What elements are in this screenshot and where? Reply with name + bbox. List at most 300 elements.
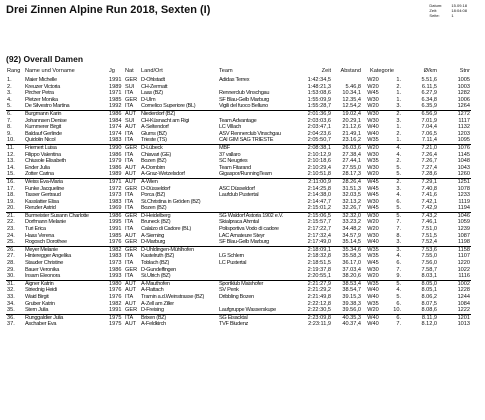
table-row <box>6 301 471 308</box>
cell-stnr: 1116 <box>458 273 471 280</box>
cell-kmh: 7.26,7 <box>421 158 438 165</box>
cell-kategorie-rang: 1. <box>396 77 402 83</box>
cell-stnr: 1239 <box>457 226 471 233</box>
col-kmh: Ø/km <box>423 68 438 74</box>
table-row <box>6 97 471 104</box>
cell-team: Team Advantage <box>219 117 257 124</box>
cell-nat: AUT <box>125 124 137 131</box>
cell-nat: AUT <box>125 300 137 307</box>
cell-kategorie: W40 <box>367 294 379 300</box>
cell-name: Runggaldier Julia <box>24 314 108 321</box>
cell-land: A-Feldkirch <box>141 321 166 328</box>
cell-name: Friemert Luisa <box>24 144 108 151</box>
cell-rang: 22. <box>7 219 15 226</box>
cell-land: Comelico Superiore (BL) <box>141 103 196 110</box>
cell-zeit: 1:55:28,7 <box>307 103 331 110</box>
cell-abstand: 28.26,4 <box>332 178 362 185</box>
cell-kmh: 7.41,6 <box>421 192 438 199</box>
cell-rang: 16. <box>6 178 24 185</box>
cell-kategorie-rang: 7. <box>396 266 402 273</box>
cell-nat: GER <box>124 144 140 151</box>
cell-kmh: 8.05,1 <box>421 287 438 294</box>
table-row <box>6 294 471 301</box>
cell-land: Glurns (BZ) <box>141 130 167 137</box>
cell-nat: ITA <box>125 294 134 300</box>
cell-kategorie-rang: 9. <box>396 273 402 280</box>
cell-kategorie: W35 <box>362 280 384 287</box>
cell-kmh: 7.46,1 <box>421 219 438 226</box>
cell-kategorie: W45 <box>367 185 379 192</box>
cell-kategorie: W35 <box>367 137 379 144</box>
cell-stnr: 1145 <box>457 151 471 158</box>
cell-team: SG Waldorf Astoria 1902 e.V. <box>218 212 296 219</box>
cell-land: A-Sierning <box>141 232 165 239</box>
cell-kmh: 6.56,9 <box>402 110 438 117</box>
cell-kategorie: W20 <box>367 77 379 83</box>
cell-land: CH-Küsnacht am Rigi <box>141 117 190 124</box>
cell-abstand: 27.55,0 <box>342 164 361 171</box>
cell-zeit: 2:10:18,6 <box>307 158 331 165</box>
cell-land: A-Dornbirn <box>141 164 166 171</box>
cell-jg: 1983 <box>109 137 122 144</box>
report-meta <box>429 3 467 18</box>
table-row <box>6 212 471 219</box>
meta-key: Zeit: <box>429 8 438 13</box>
cell-abstand: 37.03,4 <box>342 266 361 273</box>
cell-abstand: 34.48,2 <box>342 226 361 233</box>
cell-jg: 1976 <box>109 294 122 300</box>
cell-nat: GER <box>125 239 138 246</box>
table-row <box>6 124 471 131</box>
cell-kategorie-rang: 5. <box>396 164 402 171</box>
table-row <box>6 260 471 267</box>
cell-land: D-Lübeck <box>140 144 218 151</box>
cell-jg: 1980 <box>108 280 124 287</box>
cell-name: Tasser Gertraud <box>25 192 61 199</box>
cell-name: Funke Jacqueline <box>25 185 65 192</box>
cell-abstand: 28.17,3 <box>342 171 361 178</box>
cell-zeit: 2:20:55,1 <box>307 273 331 280</box>
cell-abstand: 23.16,2 <box>342 137 361 144</box>
cell-kmh: 7.51,5 <box>421 232 438 239</box>
cell-abstand: 19.02,4 <box>332 110 362 117</box>
cell-land: CH-Zermatt <box>141 83 168 90</box>
cell-stnr: 1048 <box>457 158 471 165</box>
cell-kmh: 7.06,5 <box>421 130 438 137</box>
cell-nat: GER <box>125 266 138 273</box>
cell-abstand: 35.34,6 <box>332 246 362 253</box>
cell-name: Insam Eleonora <box>25 273 60 280</box>
table-row <box>6 273 471 280</box>
col-kategorie: Kategorie <box>370 68 394 74</box>
cell-jg: 1976 <box>109 287 122 294</box>
cell-stnr: 1084 <box>457 300 471 307</box>
cell-jg: 1985 <box>109 232 122 239</box>
cell-rang: 20. <box>7 205 15 212</box>
cell-team <box>218 246 296 253</box>
cell-name: Bauer Veronika <box>25 266 60 273</box>
meta-key: Datum: <box>429 3 443 8</box>
cell-kmh: 5.51,6 <box>421 77 438 83</box>
table-row <box>6 178 471 185</box>
cell-abstand: 35.14,5 <box>342 239 361 246</box>
cell-kategorie-rang: 4. <box>384 144 402 151</box>
meta-row <box>429 13 467 18</box>
cell-zeit: 2:08:38,1 <box>296 144 332 151</box>
cell-rang: 2. <box>7 83 12 90</box>
cell-kategorie: W30 <box>367 198 379 205</box>
cell-abstand: 39.56,0 <box>342 307 361 314</box>
cell-name: Ender Julia <box>25 164 50 171</box>
table-row <box>6 239 471 246</box>
cell-kategorie-rang: 1. <box>396 96 402 103</box>
cell-jg: 1982 <box>109 300 122 307</box>
cell-kmh: 6.27,9 <box>421 90 438 97</box>
cell-team: MBF <box>218 144 296 151</box>
cell-nat: ITA <box>125 192 134 199</box>
cell-stnr: 1107 <box>457 253 471 260</box>
cell-abstand: 21.49,1 <box>342 130 361 137</box>
cell-land: St.Ulrich (BZ) <box>141 273 171 280</box>
cell-team: LC Pustertal <box>219 260 247 267</box>
cell-stnr: 1095 <box>457 137 471 144</box>
cell-rang: 31. <box>6 280 24 287</box>
cell-zeit: 2:15:01,2 <box>307 205 331 212</box>
cell-abstand: 32.32,0 <box>332 212 362 219</box>
cell-abstand: 39.38,3 <box>342 300 361 307</box>
cell-name: Zotter Carina <box>25 171 54 178</box>
cell-team: Polisportiva Vodo di cadore <box>219 226 279 233</box>
cell-name: De Silvestro Martina <box>25 103 70 110</box>
cell-nat: SUI <box>125 117 135 124</box>
cell-team: LC Villach <box>219 124 242 131</box>
cell-land: St.Christina in Gröden (BZ) <box>141 198 201 205</box>
cell-team: Skialpraca Ahrntal <box>219 219 259 226</box>
cell-kategorie-rang: 4. <box>396 287 402 294</box>
cell-land: Laas (BZ) <box>141 90 163 97</box>
cell-kategorie: W20 <box>367 273 379 280</box>
cell-kategorie: W20 <box>367 226 379 233</box>
cell-team: TVF Bludenz <box>219 321 249 328</box>
cell-kmh: 8.12,0 <box>421 321 438 328</box>
cell-jg: 1986 <box>109 266 122 273</box>
cell-rang: 18. <box>7 192 15 199</box>
cell-jg: 1986 <box>109 151 122 158</box>
cell-name: Baldauf Gerlinde <box>25 130 62 137</box>
cell-jg: 1982 <box>108 246 124 253</box>
cell-nat: ITA <box>125 158 134 165</box>
cell-name: Weiss Eva-Maria <box>24 178 108 185</box>
cell-nat: AUT <box>124 280 140 287</box>
cell-team: ASV Rennerclub Vinschgau <box>219 130 281 137</box>
cell-team: SV Penk <box>219 287 239 294</box>
cell-jg: 1974 <box>109 124 122 131</box>
table-row <box>6 171 471 178</box>
cell-rang: 27. <box>7 253 15 260</box>
cell-kmh: 7.01,9 <box>421 117 438 124</box>
cell-zeit: 1:53:08,6 <box>307 90 331 97</box>
cell-team: SC Neugries <box>219 158 248 165</box>
cell-team <box>218 199 296 206</box>
col-abstand: Abstand <box>340 68 361 74</box>
cell-nat: ITA <box>125 226 134 233</box>
cell-land: Bozen (BZ) <box>141 158 167 165</box>
cell-rang: 11. <box>6 144 24 151</box>
cell-team: Sportklub Maishofer <box>218 280 296 287</box>
cell-nat: GER <box>125 185 138 192</box>
cell-abstand: 20.29,1 <box>342 117 361 124</box>
cell-rang: 35. <box>7 307 15 314</box>
cell-jg: 1976 <box>109 239 122 246</box>
cell-stnr: 1158 <box>438 246 471 253</box>
cell-kmh: 7.28,6 <box>421 171 438 178</box>
cell-kmh: 7.40,8 <box>421 185 438 192</box>
cell-stnr: 1203 <box>457 130 471 137</box>
col-nat: Nat <box>125 68 134 74</box>
cell-kategorie: W45 <box>367 90 379 97</box>
table-row <box>6 233 471 240</box>
cell-rang: 26. <box>6 246 24 253</box>
cell-land: D-Gundelfingen <box>141 266 176 273</box>
cell-name: Aschaber Eva <box>25 321 57 328</box>
cell-jg: 1985 <box>109 96 122 103</box>
cell-kmh: 7.42,9 <box>421 205 438 212</box>
cell-stnr: 1282 <box>457 90 471 97</box>
cell-jg: 1991 <box>109 77 122 83</box>
cell-kategorie: W35 <box>367 300 379 307</box>
cell-name: Maier Michelle <box>25 77 57 83</box>
cell-team <box>218 110 296 117</box>
cell-kategorie-rang: 4. <box>396 151 402 158</box>
cell-kategorie-rang: 3. <box>396 185 402 192</box>
cell-land: Niederdorf (BZ) <box>140 110 218 117</box>
cell-kategorie-rang: 2. <box>396 83 402 90</box>
results-table <box>6 68 471 328</box>
table-row <box>6 186 471 193</box>
cell-zeit: 2:14:38,0 <box>307 192 331 199</box>
cell-kmh: 7.55,0 <box>421 253 438 260</box>
cell-team: Adidas Terrex <box>219 77 250 83</box>
cell-nat: GER <box>125 96 138 103</box>
cell-kategorie: W30 <box>367 164 379 171</box>
cell-kategorie: W20 <box>367 307 379 314</box>
cell-team <box>218 205 296 212</box>
table-row <box>6 253 471 260</box>
cell-kategorie: W20 <box>362 144 384 151</box>
cell-rang: 1. <box>7 77 12 83</box>
col-zeit: Zeit <box>321 68 331 74</box>
cell-zeit: 2:10:51,8 <box>307 171 331 178</box>
cell-nat: ITA <box>125 90 134 97</box>
cell-land: A-Graz-Wetzelsdorf <box>141 171 185 178</box>
cell-rang: 29. <box>7 266 15 273</box>
cell-jg: 1972 <box>109 185 122 192</box>
cell-kmh: 7.58,7 <box>421 266 438 273</box>
cell-rang: 34. <box>7 300 15 307</box>
cell-nat: ITA <box>125 103 134 110</box>
cell-zeit: 2:04:23,6 <box>307 130 331 137</box>
cell-kategorie: W20 <box>367 103 379 110</box>
cell-nat: SUI <box>125 83 135 90</box>
cell-stnr: 1013 <box>457 321 471 328</box>
table-row <box>6 84 471 91</box>
cell-nat: ITA <box>125 137 134 144</box>
cell-rang: 10. <box>7 137 15 144</box>
cell-zeit: 2:22:30,5 <box>307 307 331 314</box>
cell-jg: 1969 <box>109 205 122 212</box>
cell-rang: 13. <box>7 158 15 165</box>
cell-jg: 1971 <box>108 178 124 185</box>
cell-kategorie-rang: 2. <box>384 110 402 117</box>
cell-kmh: 8.07,5 <box>421 300 438 307</box>
cell-stnr: 1119 <box>458 198 471 205</box>
cell-name: Haas Verena <box>25 232 55 239</box>
cell-name: Pletzer Monika <box>25 96 58 103</box>
cell-stnr: 1002 <box>438 280 471 287</box>
cell-name: Kummerer Birgit <box>25 124 61 131</box>
cell-kategorie-rang: 7. <box>396 321 402 328</box>
cell-name: Burgmann Karin <box>24 110 108 117</box>
cell-nat: ITA <box>124 314 140 321</box>
cell-kategorie-rang: 6. <box>396 198 402 205</box>
cell-kategorie-rang: 3. <box>396 239 402 246</box>
cell-team: Dribbling Bozen <box>219 294 254 300</box>
cell-nat: AUT <box>125 171 137 178</box>
cell-team <box>218 267 296 274</box>
cell-rang: 5. <box>7 103 12 110</box>
cell-abstand: 31.51,3 <box>342 185 361 192</box>
cell-kategorie: W35 <box>362 246 384 253</box>
cell-rang: 9. <box>7 130 12 137</box>
cell-abstand: 27.44,1 <box>342 158 361 165</box>
cell-zeit: 2:14:25,8 <box>307 185 331 192</box>
cell-abstand: 32.03,5 <box>342 192 361 199</box>
cell-name: Meyer Melanie <box>24 246 108 253</box>
col-team: Team <box>219 68 233 74</box>
cell-jg: 1986 <box>109 164 122 171</box>
cell-abstand: 32.13,2 <box>342 198 361 205</box>
cell-name: Kreuzer Victoria <box>25 83 60 90</box>
cell-name: Filippo Valentina <box>25 151 61 158</box>
cell-name: Kasslatter Elisa <box>25 198 59 205</box>
cell-kmh: 7.43,2 <box>402 212 438 219</box>
cell-rang: 33. <box>7 294 15 300</box>
cell-jg: 1973 <box>109 260 122 267</box>
cell-zeit: 2:17:32,4 <box>307 232 331 239</box>
cell-jg: 1983 <box>109 253 122 260</box>
cell-stnr: 1003 <box>457 83 471 90</box>
cell-land: A-Seltendorf <box>141 124 169 131</box>
cell-rang: 36. <box>6 314 24 321</box>
cell-jg: 1993 <box>109 273 122 280</box>
cell-kmh: 8.11,9 <box>402 314 438 321</box>
cell-rang: 15. <box>7 171 15 178</box>
table-row <box>6 199 471 206</box>
meta-value: 15.09.18 <box>451 3 467 8</box>
cell-zeit: 2:01:36,9 <box>296 110 332 117</box>
cell-nat: ITA <box>125 219 134 226</box>
cell-rang: 32. <box>7 287 15 294</box>
cell-nat: AUT <box>125 287 137 294</box>
cell-jg: 1975 <box>109 321 122 328</box>
cell-name: Dorfmann Melanie <box>25 219 66 226</box>
cell-stnr: 1228 <box>457 287 471 294</box>
table-row <box>6 110 471 117</box>
cell-abstand: 38.54,7 <box>342 287 361 294</box>
cell-zeit: 1:42:34,5 <box>307 77 331 83</box>
cell-stnr: 1194 <box>457 205 471 212</box>
cell-abstand: 32.26,7 <box>342 205 361 212</box>
cell-kategorie-rang: 8. <box>396 232 402 239</box>
cell-abstand: 39.15,3 <box>342 294 361 300</box>
cell-zeit: 2:05:50,7 <box>307 137 331 144</box>
cell-name: Chiusole Elisabeth <box>25 158 66 165</box>
table-header <box>6 68 471 77</box>
cell-team <box>218 178 296 185</box>
cell-name: Stern Julia <box>25 307 49 314</box>
cell-zeit: 2:23:09,8 <box>296 314 332 321</box>
cell-kategorie: W45 <box>362 178 384 185</box>
cell-nat: AUT <box>124 178 140 185</box>
cell-kategorie-rang: 10. <box>393 307 402 314</box>
cell-kmh: 7.51,0 <box>421 226 438 233</box>
cell-kategorie-rang: 6. <box>396 260 402 267</box>
cell-zeit: 2:10:12,9 <box>307 151 331 158</box>
cell-nat: ITA <box>125 130 134 137</box>
cell-abstand: 5.46,8 <box>345 83 361 90</box>
cell-kategorie: W40 <box>367 287 379 294</box>
cell-kategorie: W30 <box>367 117 379 124</box>
page-title: Drei Zinnen Alpine Run 2018, Sexten (I) <box>6 4 211 16</box>
table-row <box>6 137 471 144</box>
cell-jg: 1990 <box>108 144 124 151</box>
cell-kategorie: W20 <box>367 171 379 178</box>
cell-kategorie: W30 <box>367 266 379 273</box>
cell-jg: 1995 <box>109 219 122 226</box>
cell-nat: ITA <box>125 253 134 260</box>
cell-zeit: 2:15:06,5 <box>296 212 332 219</box>
cell-kategorie: W45 <box>367 192 379 199</box>
cell-jg: 1971 <box>109 90 122 97</box>
cell-kmh: 7.52,4 <box>421 239 438 246</box>
cell-stnr: 1233 <box>457 192 471 199</box>
cell-stnr: 1198 <box>457 239 471 246</box>
cell-stnr: 1244 <box>457 294 471 300</box>
cell-rang: 6. <box>6 110 24 117</box>
cell-stnr: 1260 <box>457 171 471 178</box>
cell-kmh: 6.11,5 <box>421 83 438 90</box>
cell-land: D-Uhldingen-Mühlhofen <box>140 246 218 253</box>
cell-land: Trieste (TS) <box>141 137 167 144</box>
cell-rang: 14. <box>7 164 15 171</box>
table-row <box>6 287 471 294</box>
cell-stnr: 1251 <box>438 178 471 185</box>
cell-stnr: 1076 <box>438 144 471 151</box>
cell-nat: GER <box>124 246 140 253</box>
cell-kategorie: W30 <box>362 212 384 219</box>
cell-land: Bozen (BZ) <box>141 205 167 212</box>
cell-name: Gruber Katrin <box>25 300 55 307</box>
cell-abstand: 12.35,4 <box>342 96 361 103</box>
table-row <box>6 246 471 253</box>
cell-kmh: 7.21,0 <box>402 144 438 151</box>
cell-rang: 17. <box>7 185 15 192</box>
cell-zeit: 2:10:29,4 <box>307 164 331 171</box>
cell-kategorie-rang: 4. <box>396 192 402 199</box>
cell-zeit: 2:11:00,9 <box>296 178 332 185</box>
cell-stnr: 1264 <box>457 103 471 110</box>
cell-nat: GER <box>125 307 138 314</box>
